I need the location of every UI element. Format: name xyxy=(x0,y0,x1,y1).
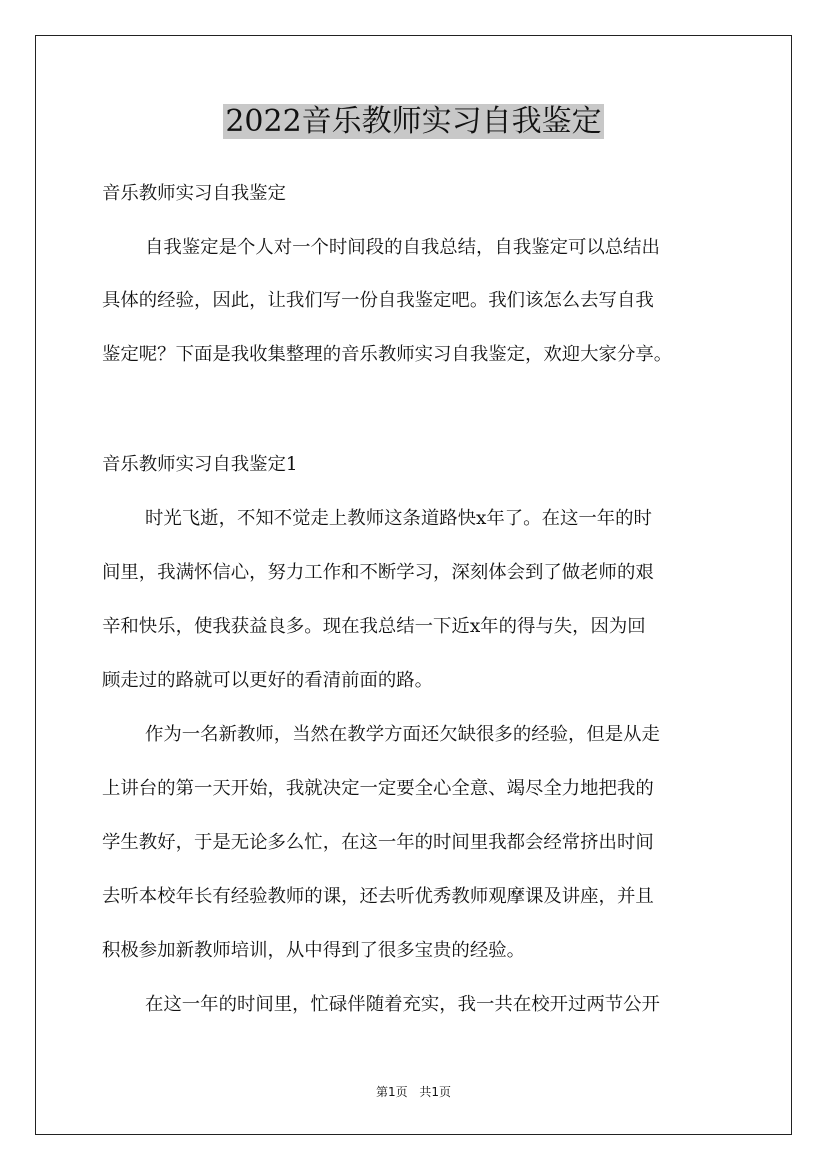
page-number: 第1页 xyxy=(375,1085,408,1099)
page-total: 共1页 xyxy=(419,1085,452,1099)
paragraph-line: 间里，我满怀信心，努力工作和不断学习，深刻体会到了做老师的艰 xyxy=(102,562,654,583)
document-title xyxy=(0,100,827,144)
subtitle: 音乐教师实习自我鉴定 xyxy=(102,183,286,204)
intro-line: 鉴定呢？下面是我收集整理的音乐教师实习自我鉴定，欢迎大家分享。 xyxy=(102,344,673,365)
paragraph-line: 学生教好，于是无论多么忙，在这一年的时间里我都会经常挤出时间 xyxy=(102,832,654,853)
paragraph-line: 上讲台的第一天开始，我就决定一定要全心全意、竭尽全力地把我的 xyxy=(102,778,654,799)
paragraph-line: 去听本校年长有经验教师的课，还去听优秀教师观摩课及讲座，并且 xyxy=(102,886,654,907)
paragraph-line: 作为一名新教师，当然在教学方面还欠缺很多的经验，但是从走 xyxy=(145,724,660,745)
page-footer xyxy=(0,1083,827,1101)
document-title-text: 2022音乐教师实习自我鉴定 xyxy=(225,104,602,139)
intro-line: 具体的经验，因此，让我们写一份自我鉴定吧。我们该怎么去写自我 xyxy=(102,290,654,311)
paragraph-line: 辛和快乐，使我获益良多。现在我总结一下近x年的得与失，因为回 xyxy=(102,616,646,637)
intro-line: 自我鉴定是个人对一个时间段的自我总结，自我鉴定可以总结出 xyxy=(145,237,660,258)
paragraph-line: 时光飞逝，不知不觉走上教师这条道路快x年了。在这一年的时 xyxy=(145,508,652,529)
section-heading: 音乐教师实习自我鉴定1 xyxy=(102,454,298,475)
paragraph-line: 在这一年的时间里，忙碌伴随着充实，我一共在校开过两节公开 xyxy=(145,994,660,1015)
paragraph-line: 积极参加新教师培训，从中得到了很多宝贵的经验。 xyxy=(102,940,525,961)
paragraph-line: 顾走过的路就可以更好的看清前面的路。 xyxy=(102,670,434,691)
